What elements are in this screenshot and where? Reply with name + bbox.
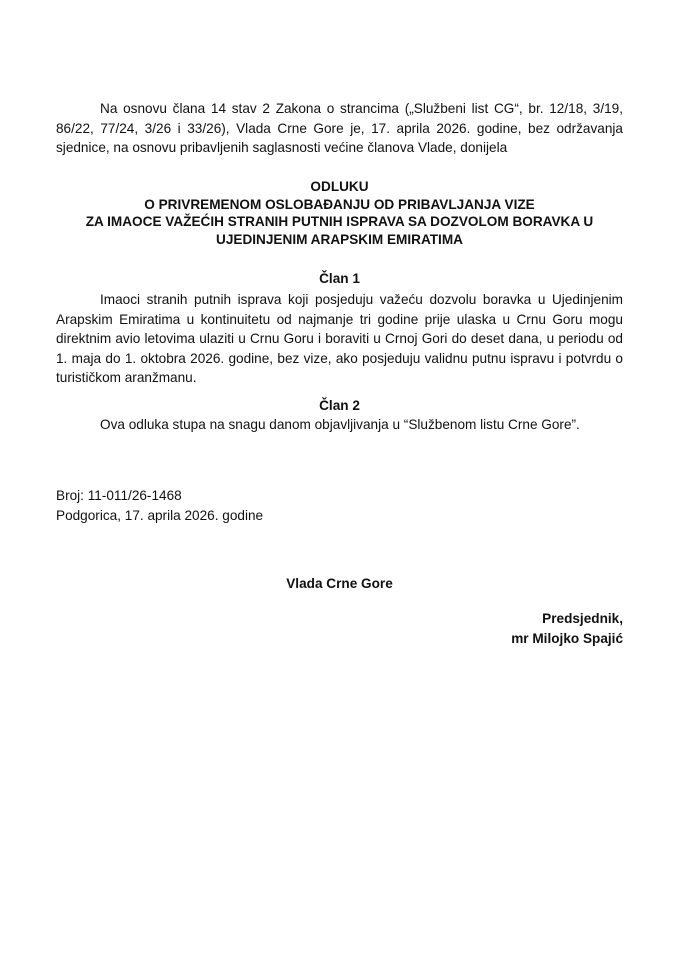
article-1-text: Imaoci stranih putnih isprava koji posjeduju važeću dozvolu boravka u Ujedinjenim Arapskim Emiratima u kontinuitetu od najmanje tri godine prije ulaska u Crnu Goru mogu direktnim avio letovima ulaziti u Crnu Goru i boraviti u Crnoj Gori do deset dana, u periodu od 1. maja do 1. oktobra 2026. godine, bez vize, ako posjeduju validnu putnu ispravu i potvrdu o turističkom aranžmanu. — [56, 292, 623, 385]
reference-block — [56, 486, 263, 526]
preamble-paragraph: Na osnovu člana 14 stav 2 Zakona o strancima („Službeni list CG“, br. 12/18, 3/19, 86/22, 77/24, 3/26 i 33/26), Vlada Crne Gore je, 17. aprila 2026. godine, bez održavanja sjednice, na osnovu pribavljenih saglasnosti većine članova Vlade, donijela — [56, 101, 623, 155]
decision-title-line-4: UJEDINJENIM ARAPSKIM EMIRATIMA — [216, 231, 463, 247]
article-1-heading: Član 1 — [319, 271, 360, 286]
reference-number: Broj: 11-011/26-1468 — [56, 488, 182, 503]
decision-title-line-1: ODLUKU — [310, 179, 369, 194]
decision-title-line-3: ZA IMAOCE VAŽEĆIH STRANIH PUTNIH ISPRAVA SA DOZVOLOM BORAVKA U — [85, 214, 594, 229]
signatory-title: Predsjednik, — [542, 611, 623, 626]
government-name: Vlada Crne Gore — [286, 576, 393, 591]
decision-title-line-2: O PRIVREMENOM OSLOBAĐANJU OD PRIBAVLJANJA VIZE — [144, 196, 535, 212]
decision-title — [40, 178, 639, 248]
article-2-heading: Član 2 — [319, 398, 360, 413]
reference-place-date: Podgorica, 17. aprila 2026. godine — [56, 508, 264, 523]
signatory-name: mr Milojko Spajić — [511, 630, 623, 646]
article-2-text: Ova odluka stupa na snagu danom objavljivanja u “Službenom listu Crne Gore”. — [100, 417, 580, 432]
signatory-block — [511, 609, 623, 648]
